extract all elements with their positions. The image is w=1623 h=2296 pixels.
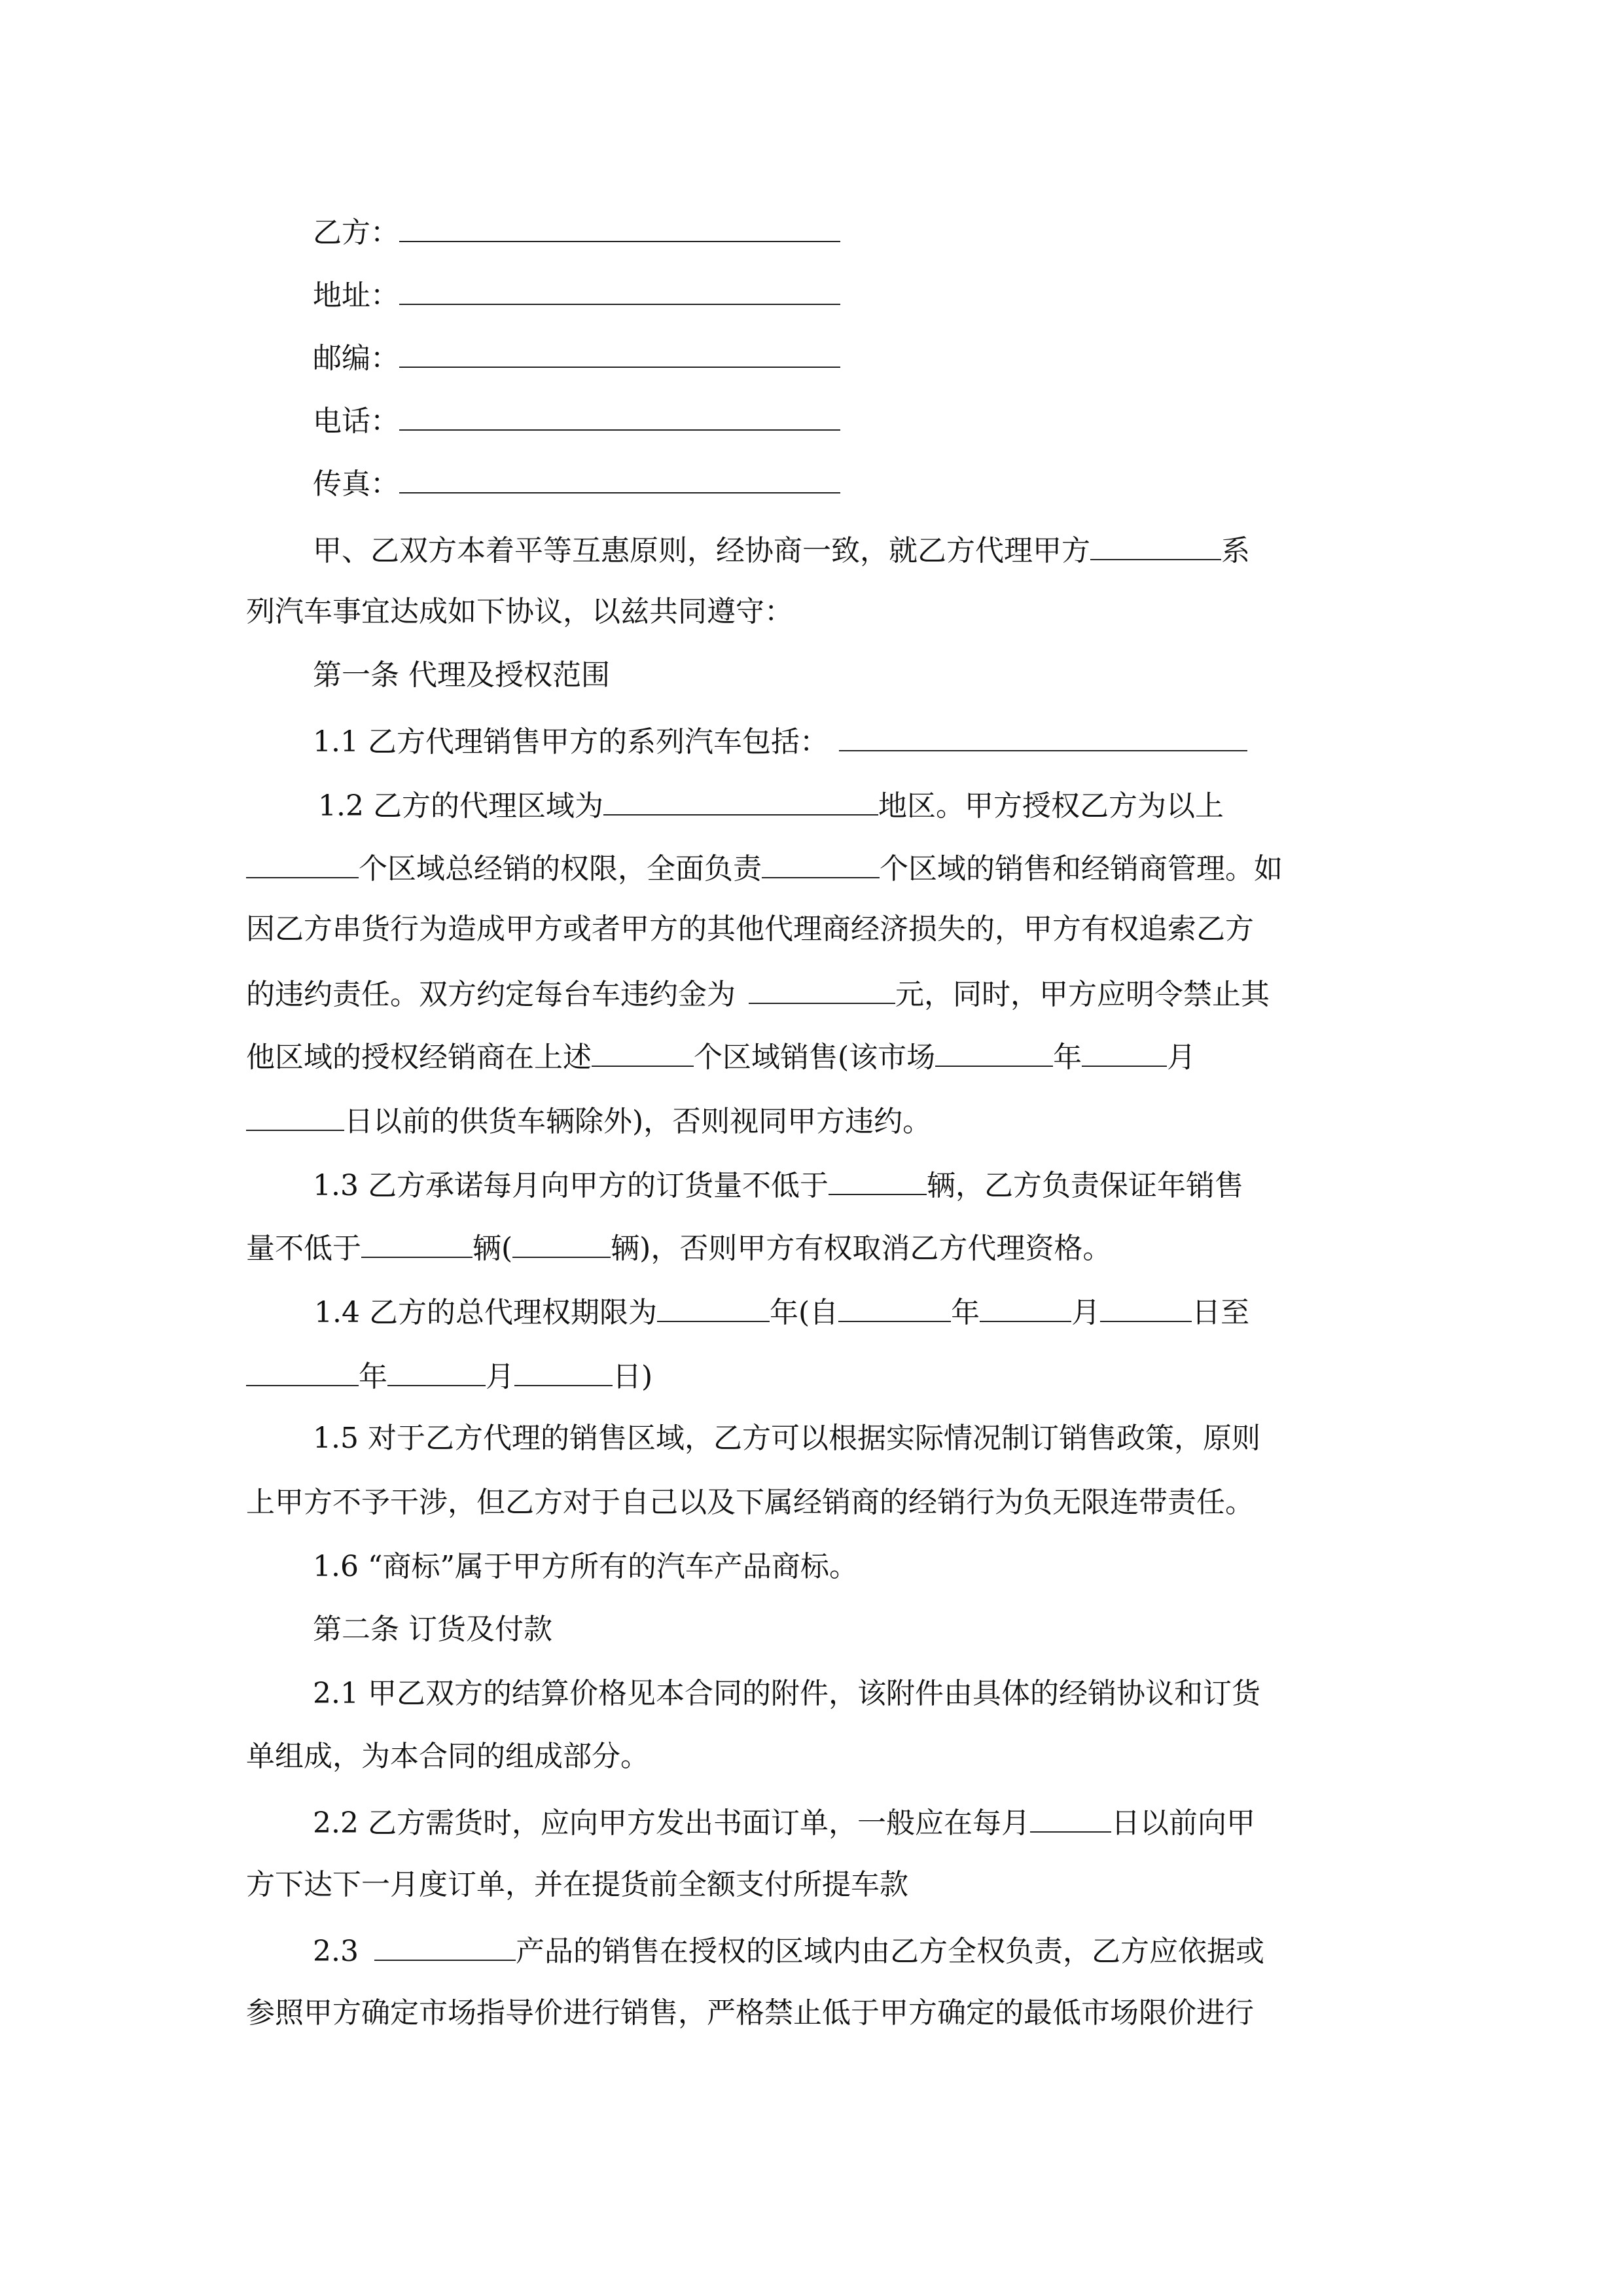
clause-1-3-line-2 [246, 1227, 1111, 1266]
clause-1-2-text-3: 因乙方串货行为造成甲方或者甲方的其他代理商经济损失的，甲方有权追索乙方 [246, 912, 1254, 946]
postcode-row [313, 336, 840, 376]
address-blank [399, 274, 840, 305]
clause-1-5-text-1: 1.5 对于乙方代理的销售区域，乙方可以根据实际情况制订销售政策，原则 [313, 1422, 1260, 1455]
clause-1-2-line-4 [246, 973, 1270, 1012]
intro-line-1 [313, 529, 1250, 568]
series-blank [1090, 529, 1221, 560]
end-year-blank [246, 1355, 359, 1386]
start-day-blank [1100, 1291, 1192, 1322]
phone-label: 电话： [313, 404, 399, 438]
start-year-blank [838, 1291, 951, 1322]
end-month-blank [387, 1355, 486, 1386]
article-1-title [313, 656, 610, 695]
order-day-blank [1030, 1801, 1111, 1833]
clause-1-3-text-1a: 1.3 乙方承诺每月向甲方的订货量不低于 [313, 1169, 829, 1202]
clause-1-4-text-2b: 月 [486, 1360, 514, 1393]
clause-2-1-text-2: 单组成，为本合同的组成部分。 [246, 1740, 649, 1773]
clause-2-2-line-2 [246, 1865, 908, 1905]
clause-1-1-text: 1.1 乙方代理销售甲方的系列汽车包括： [313, 725, 829, 759]
clause-1-2-text-4b: 元，同时，甲方应明令禁止其 [895, 978, 1270, 1011]
clause-1-4-text-1c: 年 [951, 1296, 980, 1329]
clause-1-5-line-1 [313, 1419, 1260, 1458]
clause-1-2-text-2a: 个区域总经销的权限，全面负责 [359, 852, 762, 886]
clause-1-3-text-2c: 辆)，否则甲方有权取消乙方代理资格。 [611, 1232, 1112, 1265]
address-label: 地址： [313, 279, 399, 312]
clause-1-2-text-5a: 他区域的授权经销商在上述 [246, 1041, 592, 1074]
clause-2-2-text-1b: 日以前向甲 [1111, 1806, 1255, 1840]
region-count-blank-1 [246, 847, 359, 878]
clause-1-2-text-6: 日以前的供货车辆除外)，否则视同甲方违约。 [344, 1105, 932, 1138]
party-b-blank [399, 211, 840, 242]
clause-1-4-text-1e: 日至 [1192, 1296, 1250, 1329]
postcode-blank [399, 336, 840, 368]
postcode-label: 邮编： [313, 342, 399, 375]
clause-2-3-text-2: 参照甲方确定市场指导价进行销售，严格禁止低于甲方确定的最低市场限价进行 [246, 1996, 1254, 2030]
day-blank-1 [246, 1100, 344, 1131]
models-blank [839, 720, 1247, 751]
clause-2-1-line-2 [246, 1737, 649, 1776]
clause-1-1 [313, 720, 1247, 759]
clause-1-2-line-3 [246, 910, 1254, 949]
fax-blank [399, 462, 840, 493]
clause-1-3-line-1 [313, 1164, 1243, 1203]
clause-1-2-text-5b: 个区域销售(该市场 [694, 1041, 936, 1074]
monthly-order-blank [829, 1164, 927, 1195]
clause-1-5-line-2 [246, 1483, 1254, 1522]
article-2-title [313, 1610, 552, 1649]
fax-label: 传真： [313, 467, 399, 501]
clause-2-2-text-2: 方下达下一月度订单，并在提货前全额支付所提车款 [246, 1868, 908, 1901]
clause-1-6-text: 1.6 “商标”属于甲方所有的汽车产品商标。 [313, 1550, 858, 1583]
region-count-blank-3 [592, 1035, 694, 1067]
clause-1-2-line-1 [318, 784, 1224, 823]
clause-1-4-text-1b: 年(自 [769, 1296, 839, 1329]
clause-1-4-line-2 [246, 1355, 652, 1394]
end-day-blank [514, 1355, 613, 1386]
region-count-blank-2 [762, 847, 880, 878]
clause-1-2-text-5d: 月 [1167, 1041, 1196, 1074]
clause-2-3-line-2 [246, 1994, 1254, 2033]
clause-1-2-text-2b: 个区域的销售和经销商管理。如 [880, 852, 1283, 886]
clause-1-6 [313, 1547, 858, 1587]
clause-2-2-line-1 [313, 1801, 1255, 1840]
clause-2-3-text-1b: 产品的销售在授权的区域内由乙方全权负责，乙方应依据或 [515, 1935, 1264, 1968]
party-b-label: 乙方： [313, 216, 399, 249]
clause-1-3-text-2b: 辆( [473, 1232, 513, 1265]
clause-1-2-line-5 [246, 1035, 1196, 1075]
party-b-row [313, 211, 840, 250]
region-blank [603, 784, 878, 816]
intro-text-1b: 系 [1221, 534, 1250, 567]
clause-1-4-text-1a: 1.4 乙方的总代理权期限为 [314, 1296, 657, 1329]
fax-row [313, 462, 840, 501]
clause-1-5-text-2: 上甲方不予干涉，但乙方对于自己以及下属经销商的经销行为负无限连带责任。 [246, 1486, 1254, 1519]
address-row [313, 274, 840, 313]
term-years-blank [657, 1291, 770, 1322]
intro-line-2 [246, 592, 793, 632]
clause-1-2-line-6 [246, 1100, 931, 1139]
clause-1-2-text-5c: 年 [1053, 1041, 1082, 1074]
clause-2-1-line-1 [313, 1674, 1260, 1713]
clause-2-3-text-1a: 2.3 [313, 1935, 359, 1968]
clause-2-3-line-1 [313, 1929, 1264, 1969]
start-month-blank [980, 1291, 1071, 1322]
phone-blank [399, 399, 840, 431]
phone-row [313, 399, 840, 439]
clause-1-3-text-2a: 量不低于 [246, 1232, 361, 1265]
clause-2-2-text-1a: 2.2 乙方需货时，应向甲方发出书面订单，一般应在每月 [313, 1806, 1030, 1840]
clause-1-4-text-2a: 年 [359, 1360, 387, 1393]
clause-2-1-text-1: 2.1 甲乙双方的结算价格见本合同的附件，该附件由具体的经销协议和订货 [313, 1677, 1260, 1710]
clause-1-2-text-1b: 地区。甲方授权乙方为以上 [878, 789, 1224, 823]
clause-1-4-text-2c: 日) [613, 1360, 653, 1393]
article-1-title-text: 第一条 代理及授权范围 [313, 658, 610, 692]
intro-text-1a: 甲、乙双方本着平等互惠原则，经协商一致，就乙方代理甲方 [313, 534, 1090, 567]
clause-1-2-text-4a: 的违约责任。双方约定每台车违约金为 [246, 978, 736, 1011]
clause-1-3-text-1b: 辆，乙方负责保证年销售 [926, 1169, 1243, 1202]
product-blank [374, 1929, 516, 1961]
intro-text-2: 列汽车事宜达成如下协议，以兹共同遵守： [246, 595, 793, 628]
clause-1-2-line-2 [246, 847, 1283, 886]
year-blank-1 [935, 1035, 1053, 1067]
clause-1-2-text-1a: 1.2 乙方的代理区域为 [318, 789, 603, 823]
annual-sales-blank [361, 1227, 473, 1258]
annual-sales-words-blank [512, 1227, 611, 1258]
month-blank-1 [1082, 1035, 1167, 1067]
article-2-title-text: 第二条 订货及付款 [313, 1613, 552, 1646]
clause-1-4-text-1d: 月 [1071, 1296, 1101, 1329]
penalty-blank [749, 973, 895, 1004]
clause-1-4-line-1 [314, 1291, 1249, 1330]
